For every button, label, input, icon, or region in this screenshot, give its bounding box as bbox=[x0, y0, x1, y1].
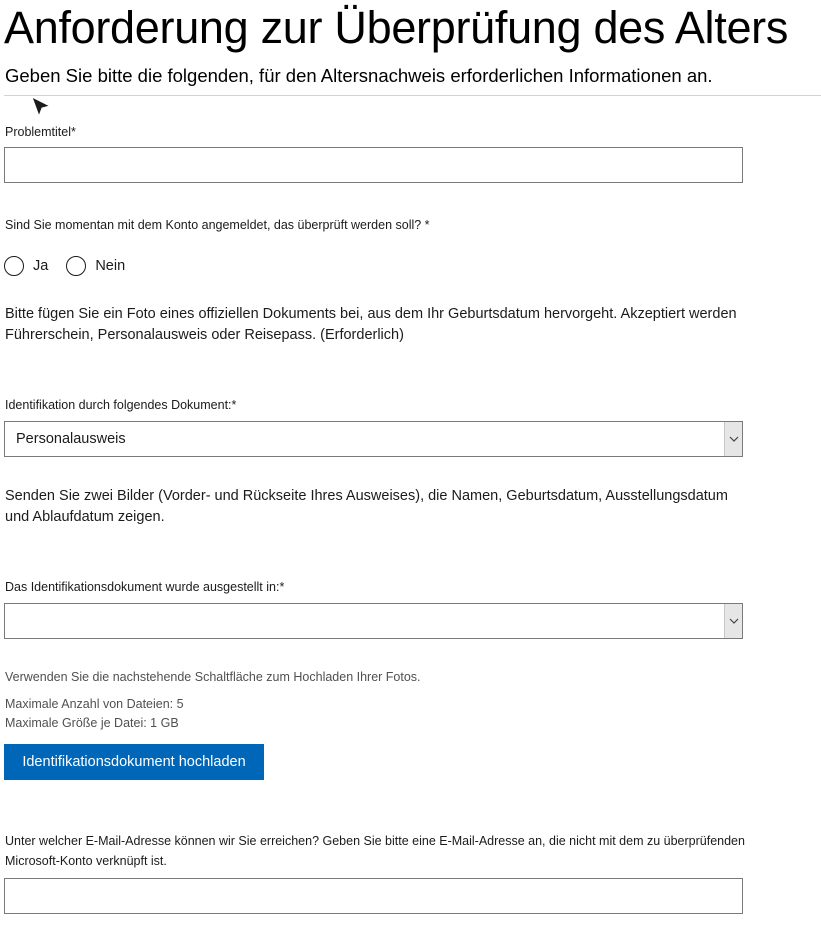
radio-yes-label: Ja bbox=[33, 258, 49, 274]
signed-in-question: Sind Sie momentan mit dem Konto angemeldet, das überprüft werden soll? * bbox=[5, 218, 430, 232]
radio-yes-circle[interactable] bbox=[4, 256, 24, 276]
photo-info-text: Bitte fügen Sie ein Foto eines offiziellen Dokuments bei, aus dem Ihr Geburtsdatum hervorgeht. Akzeptiert werden Führerschein, Personalausweis oder Reisepass. (Erforderlich) bbox=[5, 306, 737, 343]
upload-id-document-button[interactable]: Identifikationsdokument hochladen bbox=[4, 744, 264, 780]
issued-in-select[interactable] bbox=[4, 603, 743, 639]
radio-no-label: Nein bbox=[95, 258, 126, 274]
page-title: Anforderung zur Überprüfung des Alters bbox=[4, 2, 789, 53]
radio-option-yes[interactable] bbox=[4, 256, 48, 276]
images-info-text: Senden Sie zwei Bilder (Vorder- und Rückseite Ihres Ausweises), die Namen, Geburtsdatum, Ausstellungsdatum und Ablaufdatum zeigen. bbox=[5, 488, 728, 525]
email-label: Unter welcher E-Mail-Adresse können wir Sie erreichen? Geben Sie bitte eine E-Mail-Adresse an, die nicht mit dem zu überprüfenden Microsoft-Konto verknüpft ist. bbox=[5, 834, 745, 868]
upload-hint: Verwenden Sie die nachstehende Schaltfläche zum Hochladen Ihrer Fotos. bbox=[5, 670, 421, 684]
header-divider bbox=[4, 95, 821, 96]
mouse-pointer-icon bbox=[30, 96, 52, 118]
radio-option-no[interactable] bbox=[66, 256, 125, 276]
radio-no-circle[interactable] bbox=[66, 256, 86, 276]
problem-title-input[interactable] bbox=[4, 147, 743, 183]
issued-in-label: Das Identifikationsdokument wurde ausgestellt in:* bbox=[5, 580, 285, 594]
problem-title-label: Problemtitel* bbox=[5, 125, 76, 139]
id-document-label: Identifikation durch folgendes Dokument:* bbox=[5, 398, 237, 412]
chevron-down-icon[interactable] bbox=[724, 604, 742, 638]
id-document-select[interactable] bbox=[4, 421, 743, 457]
id-document-selected-value: Personalausweis bbox=[16, 431, 126, 447]
max-size-note: Maximale Größe je Datei: 1 GB bbox=[5, 716, 179, 730]
page-subtitle: Geben Sie bitte die folgenden, für den Altersnachweis erforderlichen Informationen an. bbox=[5, 65, 713, 86]
chevron-down-icon[interactable] bbox=[724, 422, 742, 456]
max-files-note: Maximale Anzahl von Dateien: 5 bbox=[5, 697, 184, 711]
signed-in-radio-group bbox=[4, 255, 143, 277]
email-input[interactable] bbox=[4, 878, 743, 914]
